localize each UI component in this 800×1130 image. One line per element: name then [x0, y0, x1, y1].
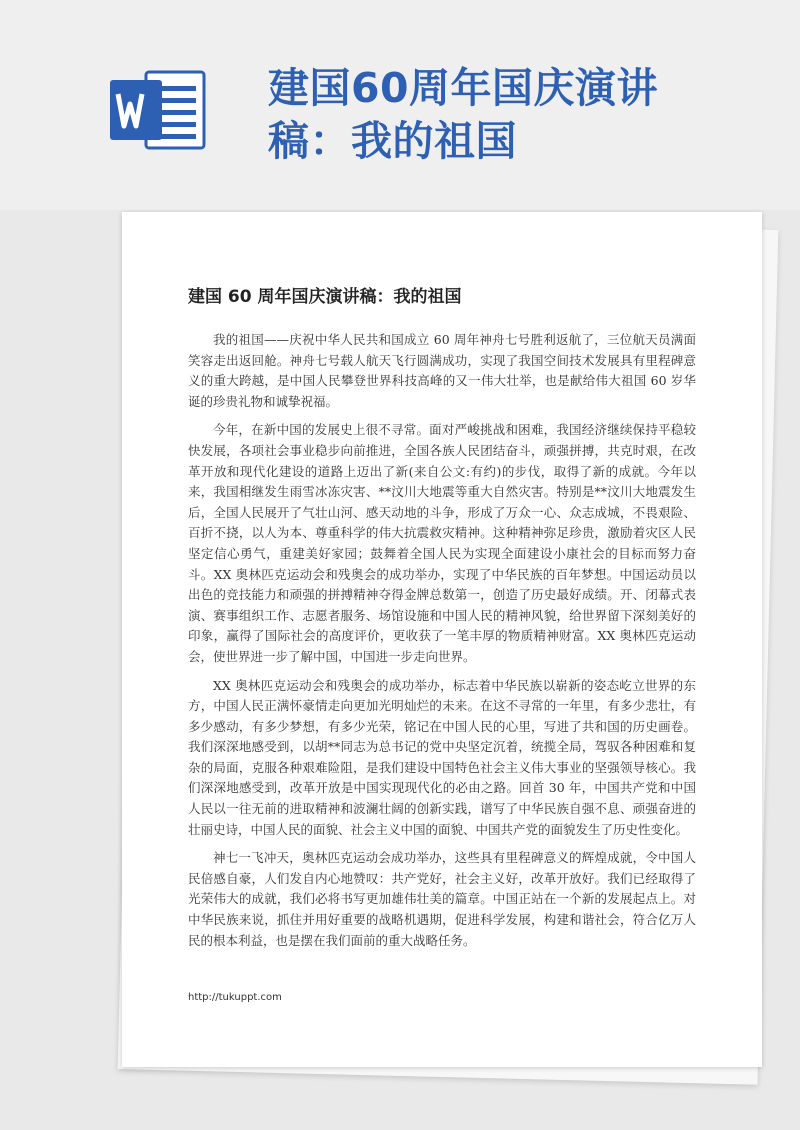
paragraph-2: 今年，在新中国的发展史上很不寻常。面对严峻挑战和困难，我国经济继续保持平稳较快发展，各项社会事业稳步向前推进，全国各族人民团结奋斗，顽强拼搏，共克时艰，在改革开放和现代化建设的道路上迈出了新(来自公文:有约)的步伐，取得了新的成就。今年以来，我国相继发生雨雪冰冻灾害、**汶川大地震等重大自然灾害。特别是**汶川大地震发生后，全国人民展开了气壮山河、感天动地的斗争，形成了万众一心、众志成城，不畏艰险、百折不挠，以人为本、尊重科学的伟大抗震救灾精神。这种精神弥足珍贵，激励着灾区人民坚定信心勇气，重建美好家园；鼓舞着全国人民为实现全面建设小康社会的目标而努力奋斗。XX 奥林匹克运动会和残奥会的成功举办，实现了中华民族的百年梦想。中国运动员以出色的竞技能力和顽强的拼搏精神夺得金牌总数第一，创造了历史最好成绩。开、闭幕式表演、赛事组织工作、志愿者服务、场馆设施和中国人民的精神风貌，给世界留下深刻美好的印象，赢得了国际社会的高度评价，更收获了一笔丰厚的物质精神财富。XX 奥林匹克运动会，使世界进一步了解中国，中国进一步走向世界。	[188, 422, 696, 664]
header-title: 建国60周年国庆演讲稿：我的祖国	[268, 64, 659, 165]
paragraph-4: 神七一飞冲天，奥林匹克运动会成功举办，这些具有里程碑意义的辉煌成就，令中国人民倍感自豪，人们发自内心地赞叹：共产党好，社会主义好，改革开放好。我们已经取得了光荣伟大的成就，我们必将书写更加雄伟壮美的篇章。中国正站在一个新的发展起点上。对中华民族来说，抓住并用好重要的战略机遇期，促进科学发展，构建和谐社会，符合亿万人民的根本利益，也是摆在我们面前的重大战略任务。	[188, 850, 696, 948]
paragraph-3: XX 奥林匹克运动会和残奥会的成功举办，标志着中华民族以崭新的姿态屹立世界的东方，中国人民正满怀豪情走向更加光明灿烂的未来。在这不寻常的一年里，有多少悲壮，有多少感动，有多少梦想，有多少光荣，铭记在中国人民的心里，写进了共和国的历史画卷。我们深深地感受到，以胡**同志为总书记的党中央坚定沉着，统揽全局，驾驭各种困难和复杂的局面，克服各种艰难险阻，是我们建设中国特色社会主义伟大事业的坚强领导核心。我们深深地感受到，改革开放是中国实现现代化的必由之路。回首 30 年，中国共产党和中国人民以一往无前的进取精神和波澜壮阔的创新实践，谱写了中华民族自强不息、顽强奋进的壮丽史诗，中国人民的面貌、社会主义中国的面貌、中国共产党的面貌发生了历史性变化。	[188, 677, 696, 837]
header-banner	[0, 0, 800, 210]
paragraph-1: 我的祖国——庆祝中华人民共和国成立 60 周年神舟七号胜利返航了，三位航天员满面笑容走出返回舱。神舟七号载人航天飞行圆满成功，实现了我国空间技术发展具有里程碑意义的重大跨越，是中国人民攀登世界科技高峰的又一伟大壮举，也是献给伟大祖国 60 岁华诞的珍贵礼物和诚挚祝福。	[188, 332, 696, 409]
footer-url[interactable]: http://tukuppt.com	[188, 992, 282, 1003]
document-page	[122, 212, 762, 1067]
document-title: 建国 60 周年国庆演讲稿：我的祖国	[188, 287, 462, 307]
word-document-icon	[108, 68, 208, 152]
document-body	[188, 330, 696, 959]
